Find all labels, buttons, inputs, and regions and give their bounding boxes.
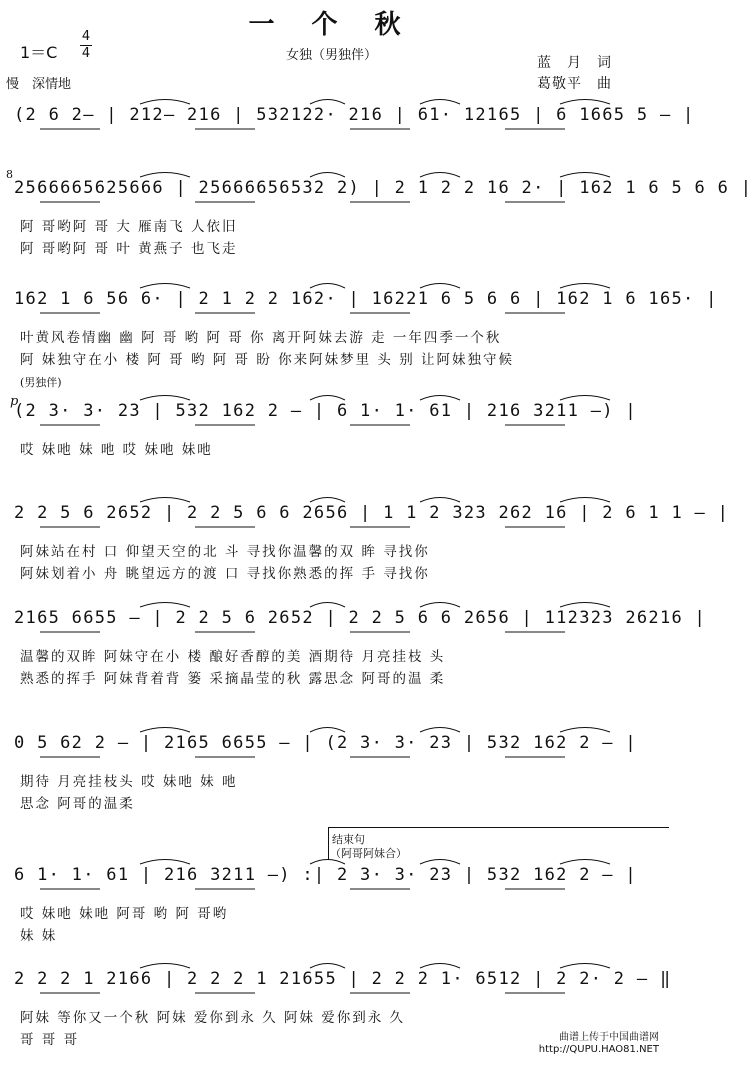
lyric-line: 思念 阿哥的温柔 <box>20 796 135 812</box>
time-signature <box>80 30 92 61</box>
lyric-line: 阿 妹独守在小 楼 阿 哥 哟 阿 哥 盼 你来阿妹梦里 头 别 让阿妹独守候 <box>20 352 514 368</box>
lyric-line: 妹 妹 <box>20 928 58 944</box>
segno-mark: 8 <box>6 168 13 181</box>
lyric-line: 哥 哥 哥 <box>20 1032 80 1048</box>
lyric-line: 阿妹站在村 口 仰望天空的北 斗 寻找你温馨的双 眸 寻找你 <box>20 544 430 560</box>
lyric-line: 哎 妹吔 妹吔 阿哥 哟 阿 哥哟 <box>20 906 229 922</box>
lyric-line: 温馨的双眸 阿妹守在小 楼 酿好香醇的美 酒期待 月亮挂枝 头 <box>20 649 446 665</box>
lyric-line: 阿妹划着小 舟 眺望远方的渡 口 寻找你熟悉的挥 手 寻找你 <box>20 566 430 582</box>
lyric-line: 哎 妹吔 妹 吔 哎 妹吔 妹吔 <box>20 442 213 458</box>
composer-credit: 葛敬平 曲 <box>537 76 612 92</box>
meter-numerator: 4 <box>81 29 91 44</box>
notation-line: 6 1· 1· 61 | 216 3211 —) :| 2 3· 3· 23 | 532 162 2 — | <box>14 865 637 885</box>
notation-line: 2 2 5 6 2652 | 2 2 5 6 6 2656 | 1 1 2 323 262 16 | 2 6 1 1 — | <box>14 503 730 523</box>
dynamic-mark: p <box>10 394 19 409</box>
notation-line: 162 1 6 56 6· | 2 1 2 2 162· | 16221 6 5 6 6 | 162 1 6 165· | <box>14 289 718 309</box>
notation-line: 0 5 62 2 — | 2165 6655 — | (2 3· 3· 23 | 532 162 2 — | <box>14 733 637 753</box>
lyric-line: 叶黄风卷情幽 幽 阿 哥 哟 阿 哥 你 离开阿妹去游 走 一年四季一个秋 <box>20 330 502 346</box>
ending-label: 结束句 <box>332 833 365 846</box>
lyric-line: 期待 月亮挂枝头 哎 妹吔 妹 吔 <box>20 774 238 790</box>
tempo-marking: 慢 深情地 <box>6 77 72 92</box>
meter-denominator: 4 <box>81 46 91 61</box>
watermark-line-2: http://QUPU.HAO81.NET <box>538 1044 659 1055</box>
watermark-footer <box>539 1032 659 1056</box>
lyricist-credit: 蓝 月 词 <box>537 55 612 71</box>
male-accompaniment-label: (男独伴) <box>20 376 62 389</box>
lyric-line: 阿 哥哟阿 哥 叶 黄燕子 也飞走 <box>20 241 238 257</box>
notation-line: (2 3· 3· 23 | 532 162 2 — | 6 1· 1· 61 | 216 3211 —) | <box>14 401 637 421</box>
watermark-line-1: 曲谱上传于中国曲谱网 <box>559 1032 659 1043</box>
key-signature: 1＝C <box>20 43 58 62</box>
notation-line: 2 2 2 1 2166 | 2 2 2 1 21655 | 2 2 2 1· 6512 | 2 2· 2 — ‖ <box>14 969 672 989</box>
lyric-line: 熟悉的挥手 阿妹背着背 篓 采摘晶莹的秋 露思念 阿哥的温 柔 <box>20 671 446 687</box>
lyric-line: 阿 哥哟阿 哥 大 雁南飞 人依旧 <box>20 219 238 235</box>
notation-line: (2 6 2— | 212— 216 | 532122· 216 | 61· 12165 | 6 1665 5 — | <box>14 105 695 125</box>
duet-label: （阿哥阿妹合） <box>330 847 407 860</box>
lyric-line: 阿妹 等你又一个秋 阿妹 爱你到永 久 阿妹 爱你到永 久 <box>20 1010 406 1026</box>
song-subtitle: 女独（男独伴） <box>285 48 377 63</box>
song-title: 一 个 秋 <box>248 10 415 40</box>
notation-line: 2566665625666 | 25666656532 2) | 2 1 2 2 16 2· | 162 1 6 5 6 6 | <box>14 178 752 198</box>
notation-line: 2165 6655 — | 2 2 5 6 2652 | 2 2 5 6 6 2656 | 112323 26216 | <box>14 608 707 628</box>
